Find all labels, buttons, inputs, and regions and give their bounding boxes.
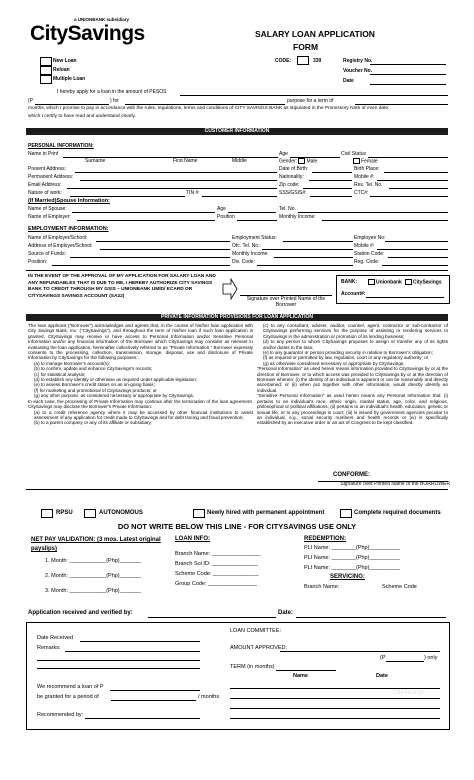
loan-committee-label: LOAN COMMITTEE: (230, 628, 282, 634)
tin-label: TIN #: (186, 190, 200, 196)
form-subtitle: FORM (293, 42, 319, 52)
civil-status-label: Civil Status (341, 151, 367, 157)
month-row-1: 1. Month: ____________(Php)_______ (45, 558, 142, 564)
term-label: TERM (in months) (230, 664, 275, 670)
rpsu-label: RPSU (56, 510, 73, 516)
privacy-right-column (257, 323, 448, 426)
intro-line2a: (P (28, 98, 33, 104)
multiple-loan-checkbox[interactable] (40, 75, 52, 84)
privacy-item: (d) to any person to whom CitySavings proposes to assign or transfer any of its rights and/or duties to the loan; (263, 339, 448, 350)
form-title: SALARY LOAN APPLICATION (255, 29, 375, 39)
personal-heading: PERSONAL INFORMATION: (28, 143, 94, 149)
privacy-item: (g) as otherwise considered necessary or appropriate by CitySavings. (263, 360, 405, 366)
employer-school-label: Name of Employer/School: (28, 235, 88, 241)
employment-status-label: Employment Status: (232, 235, 277, 241)
employee-no-label: Employee No: (354, 235, 386, 241)
position2-label: Position: (28, 259, 48, 265)
privacy-item: (a) to manage Borrower’s account(s); (34, 360, 110, 366)
privacy-intro: The loan applicant (“Borrower”) acknowledges and agrees that, in the course of his/her loan application with City Savings Bank, Inc. (“CitySavings”), and throughout the term of his/her loan if such loan application is granted, CitySavings may receive or have access to Personal Information and/or Sensitive Personal Information and/or any financial information of the Borrower which CitySavings may consider as relevant in evaluating the loan application, hereinafter collectively referred to as “Private Information.” Borrower expressly consents to the processing, collection, transmission, storage, disposal, use and disclosure of Private Information by CitySavings for the following purposes: (28, 323, 253, 361)
redemption-heading: REDEMPTION: (304, 536, 346, 542)
sensitive-info-definition: “Sensitive Personal Information” as used herein means any Personal Information that: (i) pertains to an individual’s race, ethnic origin, marital status, age, color, and religious, philosophical or political affiliations; (ii) pertains to an individual’s health, education, genetic or sexual life, or to any proceedings in court; (iii) is issued by government agencies peculiar to an individual, e.g., social security numbers and health records or (iv) is specifically established by an executive order or an act of Congress to be kept classified. (257, 393, 448, 426)
logo-brand: CitySavings (30, 22, 145, 45)
reloan-label: Reloan (53, 67, 70, 73)
zip-code-label: Zip code: (279, 182, 300, 188)
privacy-item: (a) to a credit reference agency where it may be accessed by other financial institutions to assist assessment of any application for credit made to CitySavings and for debt tracing and fraud prevention; (34, 409, 253, 420)
conforme-label: CONFORME: (333, 472, 370, 478)
voucher-label: Voucher No. (343, 68, 373, 74)
birth-place-label: Birth Place: (354, 166, 380, 172)
middle-label: Middle (232, 158, 247, 164)
complete-docs-label: Complete required documents (354, 510, 441, 516)
sss-label: SSS/GSIS#: (279, 190, 307, 196)
mobile2-label: Mobile #: (354, 243, 375, 249)
newly-hired-label: Newly hired with permanent appointment (207, 510, 325, 516)
mobile-label: Mobile #: (354, 174, 375, 180)
branch-sol-field: Branch Sol ID: _______________ (175, 561, 258, 567)
privacy-item: (f) for marketing and promotional of CitySavings products; or (34, 387, 157, 393)
code-value: 339 (313, 58, 322, 64)
intro-line1: I hereby apply for a loan in the amount of PESOS (57, 89, 167, 95)
amount-p-label: (P (380, 655, 386, 661)
scheme-code-field: Scheme Code: _______________ (175, 571, 259, 577)
remarks-label: Remarks: (37, 645, 61, 651)
intro-line4: which I certify to have read and understand clearly. (28, 114, 136, 119)
age-label: Age (279, 151, 288, 157)
intro-line2b: ) for (110, 98, 119, 104)
received-date-label: Date: (278, 610, 294, 616)
privacy-item: (c) to any consultant, adviser, auditor, counsel, agent, contractor or sub-contractor of CitySavings performing services for the purpose of assisting or rendering services to CitySavings in the administration or promotion of its lending business; (263, 323, 448, 339)
privacy-left-column (28, 323, 253, 426)
unionbank-checkbox[interactable] (368, 279, 375, 285)
first-name-label: First Name (173, 158, 198, 164)
privacy-item: (e) to any guarantor or person providing security in relation to Borrower’s obligation; (263, 350, 433, 356)
date-column-header: Date (376, 673, 388, 679)
reloan-checkbox[interactable] (40, 66, 52, 75)
servicing-scheme-label: Scheme Code (382, 584, 417, 590)
employer-address-label: Address of Employer/School: (28, 243, 93, 249)
spouse-position-label: Position (217, 214, 235, 220)
code-box (297, 56, 309, 65)
div-code-label: Div. Code: (232, 259, 255, 265)
date-label: Date (343, 78, 354, 84)
bank-use-title: DO NOT WRITE BELOW THIS LINE - FOR CITYSAVINGS USE ONLY (117, 522, 357, 531)
privacy-bar: PRIVATE INFORMATION PROVISIONS FOR LOAN APPLICATION (26, 314, 448, 321)
intro-line2c: purpose for a term of (287, 98, 334, 104)
granted-period-label: be granted for a period of (37, 694, 99, 700)
loan-info-heading: LOAN INFO: (175, 536, 210, 542)
surname-label: Surname (85, 158, 106, 164)
arrow-icon (222, 278, 238, 300)
recommended-by-label: Recommended by: (37, 712, 84, 718)
source-of-funds-label: Source of Funds: (28, 251, 67, 257)
rpsu-checkbox[interactable] (41, 509, 53, 518)
logo-tagline: a UNIONBANK subsidiary (74, 17, 130, 22)
res-tel-label: Res. Tel. No. (354, 182, 383, 188)
pli-row-3: PLI Name: ________(Php)__________ (304, 565, 401, 571)
multiple-loan-label: Multiple Loan (53, 76, 86, 82)
spouse-heading: (If Married)Spouse Information: (28, 198, 110, 204)
autonomous-checkbox[interactable] (84, 509, 96, 518)
spouse-employer-label: Name of Employer: (28, 214, 71, 220)
privacy-disclosure: In each case, the processing of Private Information may continue after the termination of the loan agreement. CitySavings may disclose the Borrower’s Private Information: (28, 398, 253, 410)
authorization-text: IN THE EVENT OF THE APPROVAL OF MY APPLICATION FOR SALARY LOAN AND ANY REFUNDABLES THAT IS DUE TO ME, I HEREBY AUTHORIZE CITY SAVINGS BANK TO CREDIT THROUGH MY GSIS – UNIONBANK UMID/ ECARD OR CITYSAVINGS SAVINGS ACCOUNT (SA22) (28, 274, 216, 299)
female-option: Female (353, 158, 378, 164)
permanent-address-label: Permanent Address: (28, 174, 74, 180)
servicing-branch-label: Branch Name: (304, 584, 340, 590)
authorization-signature-label: Signature over Printed Name of the Borrower (246, 296, 326, 308)
account-label: Account#: (341, 291, 366, 297)
personal-info-definition: “Personal Information” as used herein means information provided to CitySavings by or at the direction of Borrower, or to which access was provided to CitySavings by or at the direction of Borrower wherein: (i) the identity of an individual is apparent or can be reasonably and directly ascertained; or (ii) when put together with other information, would directly identify an individual. (257, 366, 448, 393)
nature-of-work-label: Nature of work: (28, 190, 62, 196)
newly-hired-checkbox[interactable] (193, 509, 205, 518)
date-of-birth-label: Date of Birth: (279, 166, 309, 172)
privacy-item: (d) to establish any identity or otherwise as required under applicable legislation; (34, 377, 198, 383)
code-label: CODE: (275, 58, 292, 64)
watermark: CitySavings (393, 690, 425, 696)
per-months-label: / months (198, 694, 220, 700)
logo (30, 17, 145, 49)
group-code-field: Group Code: ________________ (175, 581, 257, 587)
month-row-3: 3. Month: ____________(Php)_______ (45, 588, 142, 594)
name-column-header: Name (293, 673, 308, 679)
ofc-tel-label: Ofc. Tel. No.: (232, 243, 261, 249)
recommend-loan-label: We recommend a loan of P (37, 684, 104, 690)
present-address-label: Present Address: (28, 166, 67, 172)
monthly-income2-label: Monthly Income: (232, 251, 269, 257)
citysavings-checkbox[interactable] (405, 279, 412, 285)
bank-unionbank-option: Unionbank (368, 279, 402, 285)
station-code-label: Station Code: (354, 251, 385, 257)
autonomous-label: AUTONOMOUS (99, 510, 143, 516)
privacy-item: (b) to a parent company or any of its affiliate or subsidiary; (34, 420, 153, 426)
servicing-heading: SERVICING: (330, 574, 365, 580)
intro-line3: months, which I promise to pay in accordance with the rules, regulations, terms and conditions of CITY SAVINGS BANK as stipulated in the Promissory Note of even date; (28, 106, 390, 111)
branch-name-field: Branch Name: ________________ (175, 551, 261, 557)
complete-docs-checkbox[interactable] (340, 509, 352, 518)
pli-row-2: PLI Name: ________(Php)__________ (304, 555, 401, 561)
borrower-signature-label: Signature over Printed Name of the BORROWER (340, 481, 450, 487)
new-loan-checkbox[interactable] (40, 57, 52, 66)
employment-heading: EMPLOYMENT INFORMATION: (28, 226, 109, 232)
privacy-item: (e) to assess Borrower’s credit status on an on-going basis; (34, 382, 155, 388)
privacy-item: (b) to confirm, update and enhance CitySavings’s records; (34, 366, 153, 372)
gender-label: Gender: Male (279, 158, 318, 165)
pli-row-1: PLI Name: ________(Php)__________ (304, 545, 401, 551)
name-in-print-label: Name in Print (28, 151, 59, 157)
female-checkbox[interactable] (353, 158, 360, 164)
customer-info-bar: CUSTOMER INFORMATION (26, 128, 448, 135)
date-received-label: Date Received (37, 635, 74, 641)
privacy-item: (f) as required or permitted by law, regulation, court or any regulatory authority; or (263, 355, 429, 361)
male-checkbox[interactable] (298, 158, 305, 164)
new-loan-label: New Loan (53, 58, 77, 64)
privacy-item: (g) any other purpose, as considered necessary or appropriate by CitySavings. (34, 393, 195, 399)
bank-label: BANK: (341, 279, 358, 285)
amount-approved-label: AMOUNT APPROVED: (230, 645, 288, 651)
nationality-label: Nationality: (279, 174, 304, 180)
net-pay-heading: NET PAY VALIDATION: (3 mos. Latest original payslips) (31, 537, 161, 552)
reg-code-label: Reg. Code: (354, 259, 380, 265)
ctc-label: CTC#: (354, 190, 369, 196)
month-row-2: 2. Month: ____________(Php)_______ (45, 573, 142, 579)
amount-only-label: ) only (424, 655, 438, 661)
spouse-age-label: Age (217, 206, 226, 212)
spouse-tel-label: Tel. No. (279, 206, 296, 212)
email-label: Email Address: (28, 182, 62, 188)
spouse-income-label: Monthly Income: (279, 214, 316, 220)
registry-label: Registry No. (343, 58, 373, 64)
bank-citysavings-option: CitySavings (405, 279, 442, 285)
spouse-name-label: Name of Spouse: (28, 206, 67, 212)
received-verified-label: Application received and verified by: (28, 610, 133, 616)
privacy-item: (c) for statistical analysis; (34, 371, 86, 377)
